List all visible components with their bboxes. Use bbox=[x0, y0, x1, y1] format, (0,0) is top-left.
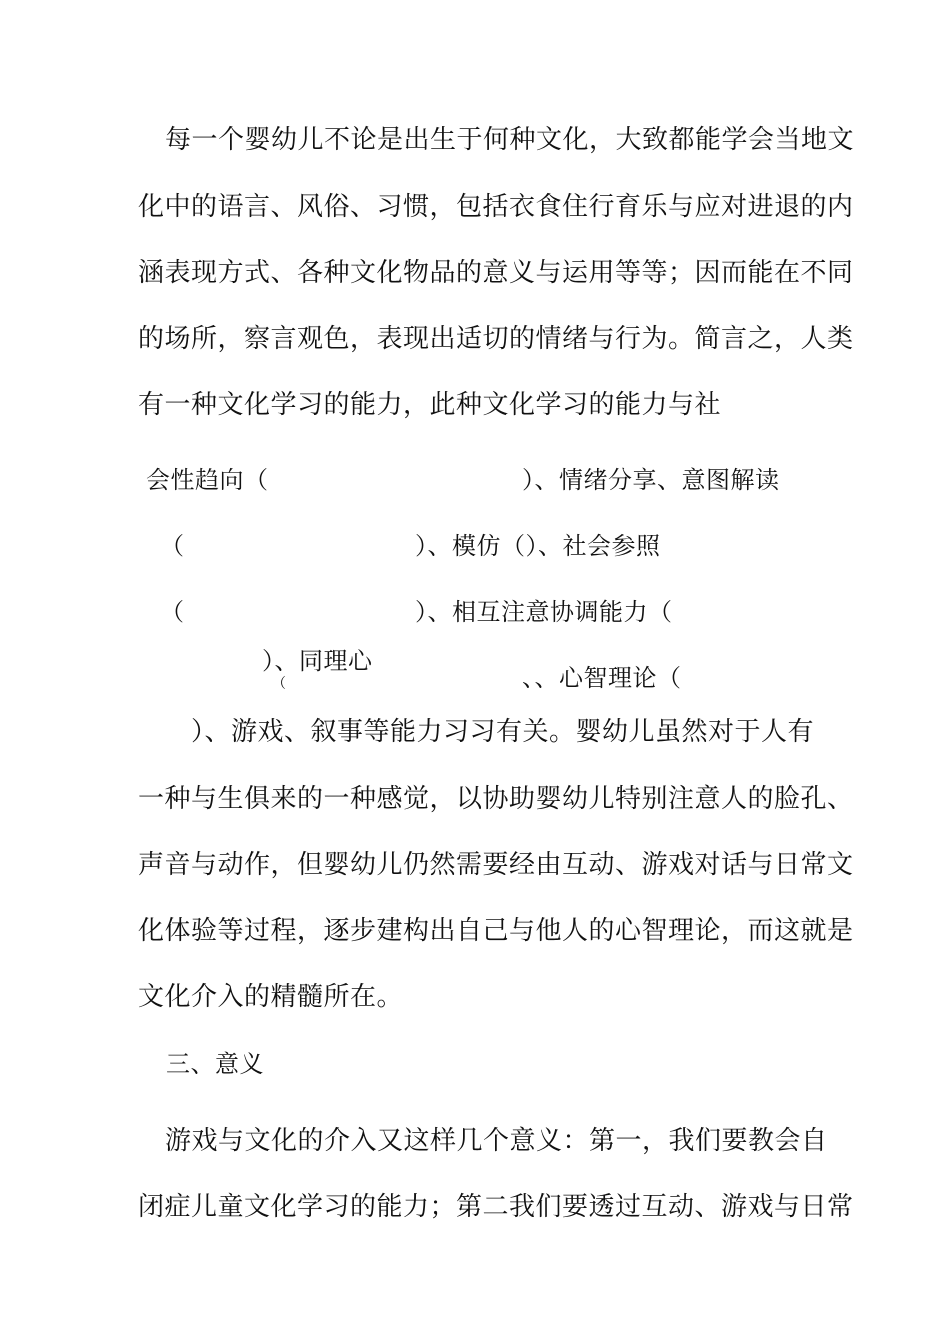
fill-line-7-end: ）、模仿（）、社会参照 bbox=[415, 532, 661, 560]
fill-line-7-start: （ bbox=[160, 532, 185, 560]
paragraph-1-line-3: 涵表现方式、各种文化物品的意义与运用等等；因而能在不同 bbox=[138, 258, 854, 288]
paragraph-1-line-1: 每一个婴幼儿不论是出生于何种文化，大致都能学会当地文 bbox=[165, 125, 855, 155]
section-heading: 三、意义 bbox=[166, 1050, 264, 1078]
fill-line-6-end: ）、情绪分享、意图解读 bbox=[522, 466, 780, 494]
fill-line-6-start: 会性趋向（ bbox=[146, 466, 269, 494]
fill-line-9-theory-of-mind: 、、心智理论（ bbox=[522, 664, 682, 692]
paragraph-2-line-2: 声音与动作，但婴幼儿仍然需要经由互动、游戏对话与日常文 bbox=[138, 850, 854, 880]
fill-line-10: ）、游戏、叙事等能力习习有关。婴幼儿虽然对于人有 bbox=[191, 717, 815, 747]
paragraph-1-line-2: 化中的语言、风俗、习惯，包括衣食住行育乐与应对进退的内 bbox=[138, 192, 854, 222]
fill-line-9-small-paren: （ bbox=[272, 676, 287, 692]
paragraph-2-line-4: 文化介入的精髓所在。 bbox=[138, 982, 404, 1012]
paragraph-2-line-3: 化体验等过程，逐步建构出自己与他人的心智理论，而这就是 bbox=[138, 916, 854, 946]
paragraph-1-line-5: 有一种文化学习的能力，此种文化学习的能力与社 bbox=[138, 390, 722, 420]
paragraph-3-line-1: 游戏与文化的介入又这样几个意义：第一，我们要教会自 bbox=[165, 1126, 828, 1156]
fill-line-9-empathy: ）、同理心 bbox=[262, 647, 373, 675]
fill-line-8-end: ）、相互注意协调能力（ bbox=[415, 598, 673, 626]
paragraph-3-line-2: 闭症儿童文化学习的能力；第二我们要透过互动、游戏与日常 bbox=[138, 1192, 854, 1222]
paragraph-2-line-1: 一种与生俱来的一种感觉，以协助婴幼儿特别注意人的脸孔、 bbox=[138, 784, 854, 814]
paragraph-1-line-4: 的场所，察言观色，表现出适切的情绪与行为。简言之，人类 bbox=[138, 324, 854, 354]
fill-line-8-start: （ bbox=[160, 598, 185, 626]
